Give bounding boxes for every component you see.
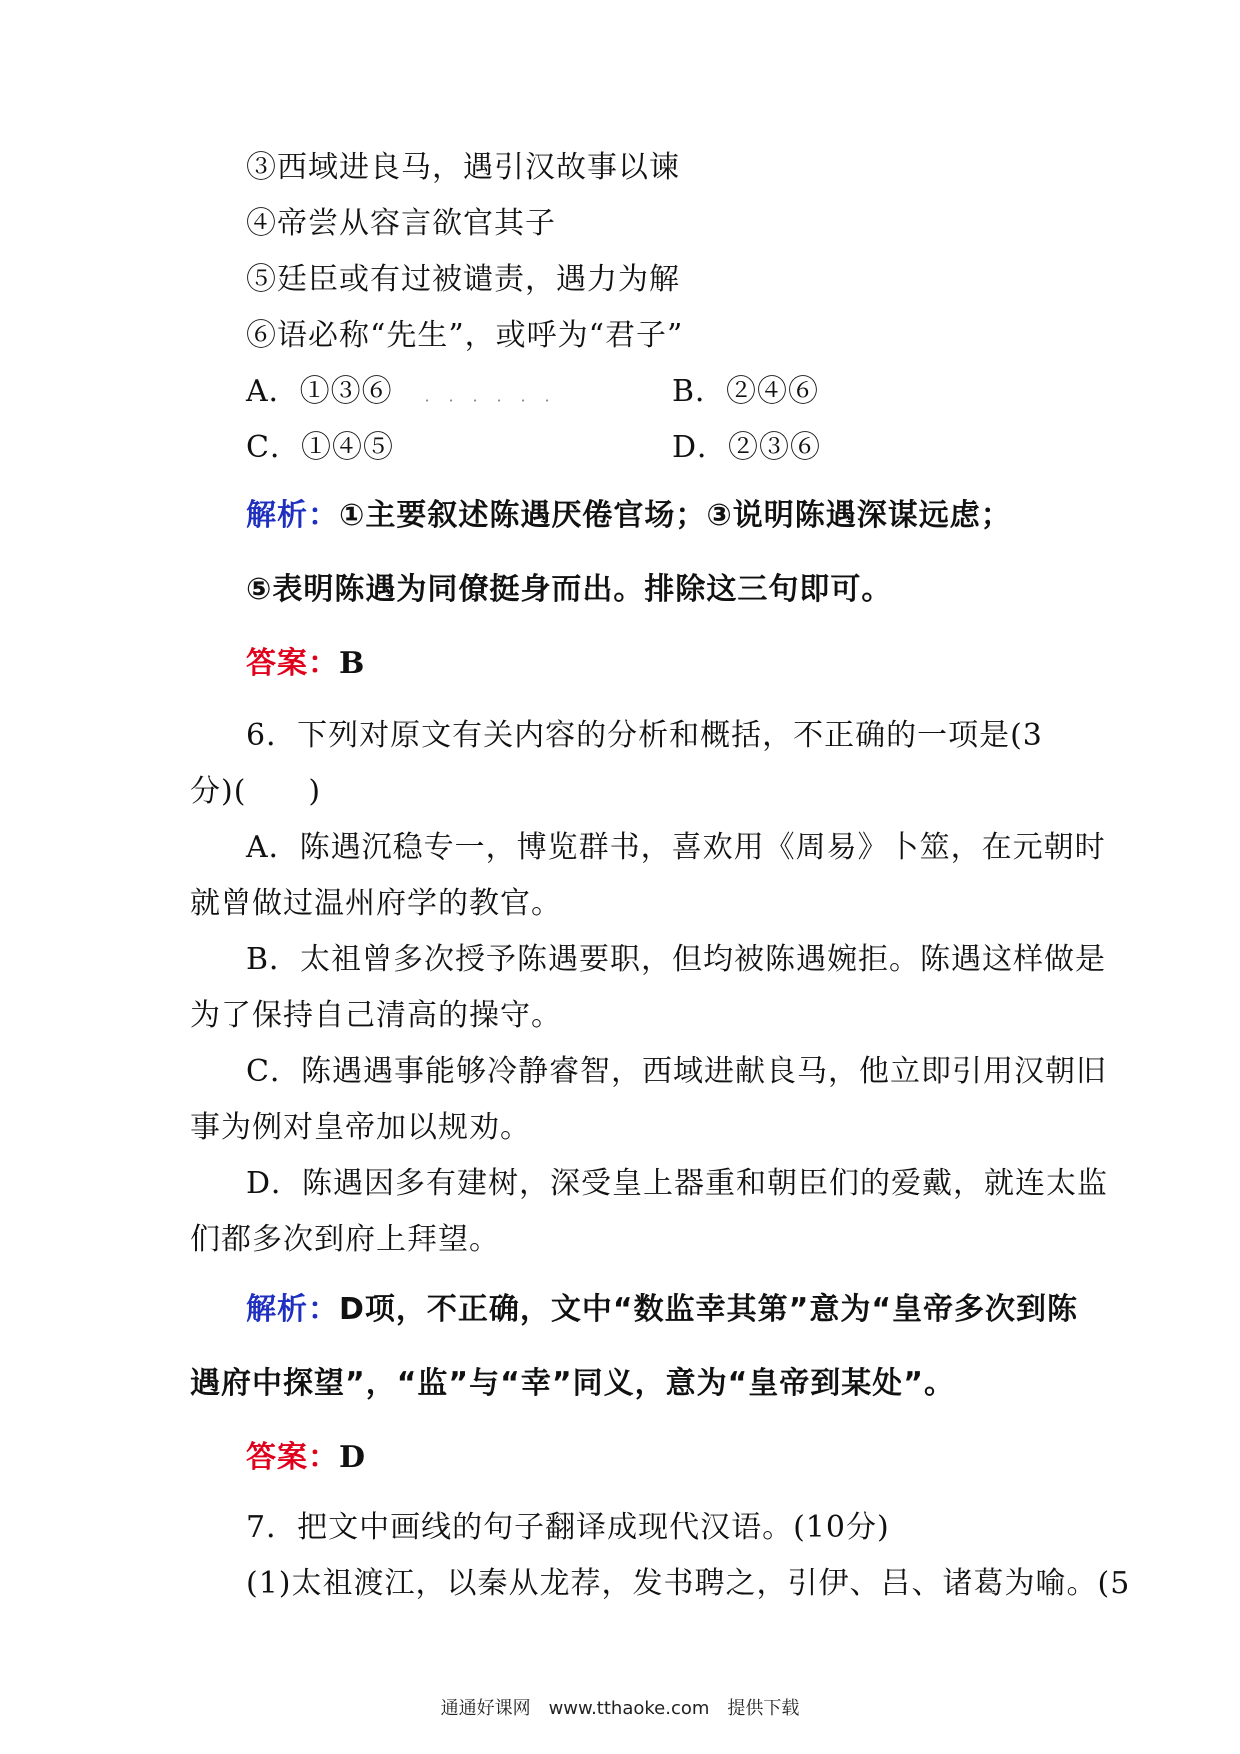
q5-analysis (246, 496, 1012, 536)
q5-option-c: C．①④⑤ (246, 430, 394, 465)
item-5: ⑤廷臣或有过被谴责，遇力为解 (246, 262, 680, 297)
q5-option-a: A．①③⑥ ．．．．．． (246, 374, 577, 409)
q5-option-b: B．②④⑥ (672, 374, 820, 409)
analysis-label: 解析： (246, 1292, 339, 1327)
q6-analysis-line2: 遇府中探望”，“监”与“幸”同义，意为“皇帝到某处”。 (190, 1366, 956, 1401)
q6-option-a: A．陈遇沉稳专一，博览群书，喜欢用《周易》卜筮，在元朝时 (246, 830, 1106, 865)
q5-analysis-line2: ⑤表明陈遇为同僚挺身而出。排除这三句即可。 (246, 572, 893, 607)
q6-option-a-cont: 就曾做过温州府学的教官。 (190, 886, 562, 921)
item-4: ④帝尝从容言欲官其子 (246, 206, 556, 241)
q6-option-b-cont: 为了保持自己清高的操守。 (190, 998, 562, 1033)
q6-stem-cont: 分)( ) (190, 774, 322, 809)
q7-stem: 7．把文中画线的句子翻译成现代汉语。(10分) (246, 1510, 890, 1545)
q6-option-b: B．太祖曾多次授予陈遇要职，但均被陈遇婉拒。陈遇这样做是 (246, 942, 1107, 977)
page-footer: 通通好课网 www.tthaoke.com 提供下载 (440, 1698, 800, 1719)
answer-value: B (339, 646, 366, 681)
item-3: ③西域进良马，遇引汉故事以谏 (246, 150, 680, 185)
answer-label: 答案： (246, 646, 339, 681)
q5-answer (246, 644, 365, 684)
q6-option-d: D．陈遇因多有建树，深受皇上器重和朝臣们的爱戴，就连太监 (246, 1166, 1109, 1201)
analysis-text: D项，不正确，文中“数监幸其第”意为“皇帝多次到陈 (339, 1292, 1079, 1327)
q5-option-d: D．②③⑥ (672, 430, 822, 465)
q6-stem: 6．下列对原文有关内容的分析和概括，不正确的一项是(3 (246, 718, 1043, 753)
q7-sub1: (1)太祖渡江，以秦从龙荐，发书聘之，引伊、吕、诸葛为喻。(5 (246, 1566, 1131, 1601)
analysis-label: 解析： (246, 498, 339, 533)
analysis-text: ①主要叙述陈遇厌倦官场；③说明陈遇深谋远虑； (339, 498, 1012, 533)
q6-analysis (246, 1290, 1078, 1330)
answer-value: D (339, 1440, 367, 1475)
q6-option-c-cont: 事为例对皇帝加以规劝。 (190, 1110, 531, 1145)
q6-answer (246, 1438, 366, 1478)
dotted-leader: ．．．．．． (392, 386, 577, 405)
q6-option-c: C．陈遇遇事能够冷静睿智，西域进献良马，他立即引用汉朝旧 (246, 1054, 1107, 1089)
item-6: ⑥语必称“先生”，或呼为“君子” (246, 318, 684, 353)
q6-option-d-cont: 们都多次到府上拜望。 (190, 1222, 500, 1257)
answer-label: 答案： (246, 1440, 339, 1475)
